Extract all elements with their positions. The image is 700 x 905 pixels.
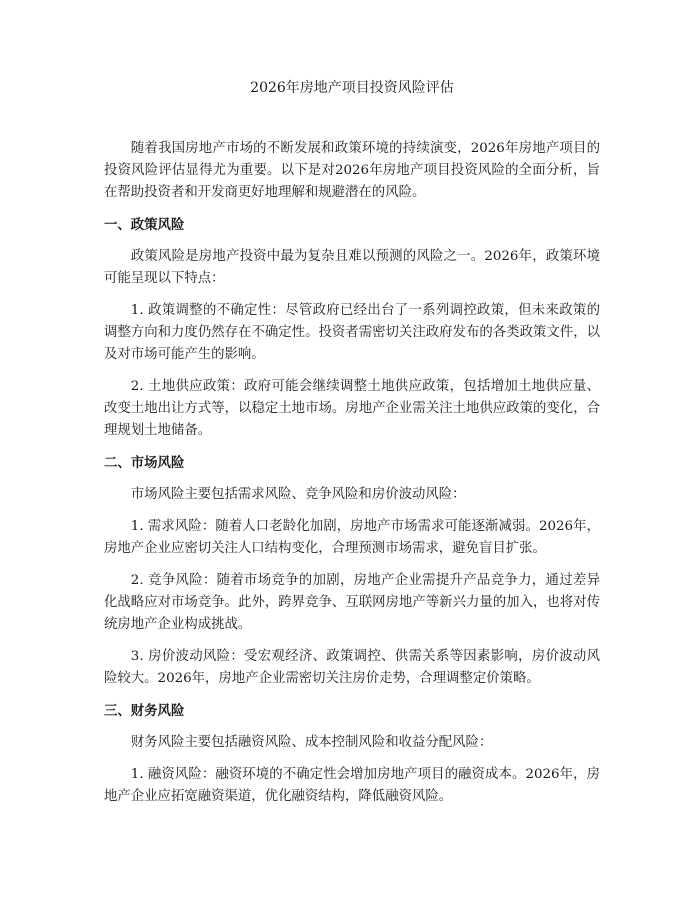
section-heading-policy: 一、政策风险 [104, 218, 185, 233]
list-item: 1. 融资风险：融资环境的不确定性会增加房地产项目的融资成本。2026年，房地产企业应拓宽融资渠道，优化融资结构，降低融资风险。 [104, 767, 600, 804]
intro-paragraph: 随着我国房地产市场的不断发展和政策环境的持续演变，2026年房地产项目的投资风险评估显得尤为重要。以下是对2026年房地产项目投资风险的全面分析，旨在帮助投资者和开发商更好地理解和规避潜在的风险。 [104, 141, 600, 200]
list-item: 1. 需求风险：随着人口老龄化加剧，房地产市场需求可能逐渐减弱。2026年，房地产企业应密切关注人口结构变化，合理预测市场需求，避免盲目扩张。 [104, 519, 600, 556]
section-lead-market: 市场风险主要包括需求风险、竞争风险和房价波动风险： [130, 487, 466, 502]
document-body [104, 78, 600, 818]
list-item: 3. 房价波动风险：受宏观经济、政策调控、供需关系等因素影响，房价波动风险较大。2026年，房地产企业需密切关注房价走势，合理调整定价策略。 [104, 649, 600, 686]
document-title: 2026年房地产项目投资风险评估 [250, 80, 454, 96]
section-lead-policy: 政策风险是房地产投资中最为复杂且难以预测的风险之一。2026年，政策环境可能呈现以下特点： [104, 249, 600, 286]
list-item: 2. 竞争风险：随着市场竞争的加剧，房地产企业需提升产品竞争力，通过差异化战略应对市场竞争。此外，跨界竞争、互联网房地产等新兴力量的加入，也将对传统房地产企业构成挑战。 [104, 573, 600, 632]
section-lead-finance: 财务风险主要包括融资风险、成本控制风险和收益分配风险： [130, 735, 493, 750]
section-heading-market: 二、市场风险 [104, 456, 185, 471]
list-item: 2. 土地供应政策：政府可能会继续调整土地供应政策，包括增加土地供应量、改变土地出让方式等，以稳定土地市场。房地产企业需关注土地供应政策的变化，合理规划土地储备。 [104, 379, 600, 438]
list-item: 1. 政策调整的不确定性：尽管政府已经出台了一系列调控政策，但未来政策的调整方向和力度仍然存在不确定性。投资者需密切关注政府发布的各类政策文件，以及对市场可能产生的影响。 [104, 303, 600, 362]
section-heading-finance: 三、财务风险 [104, 704, 185, 719]
